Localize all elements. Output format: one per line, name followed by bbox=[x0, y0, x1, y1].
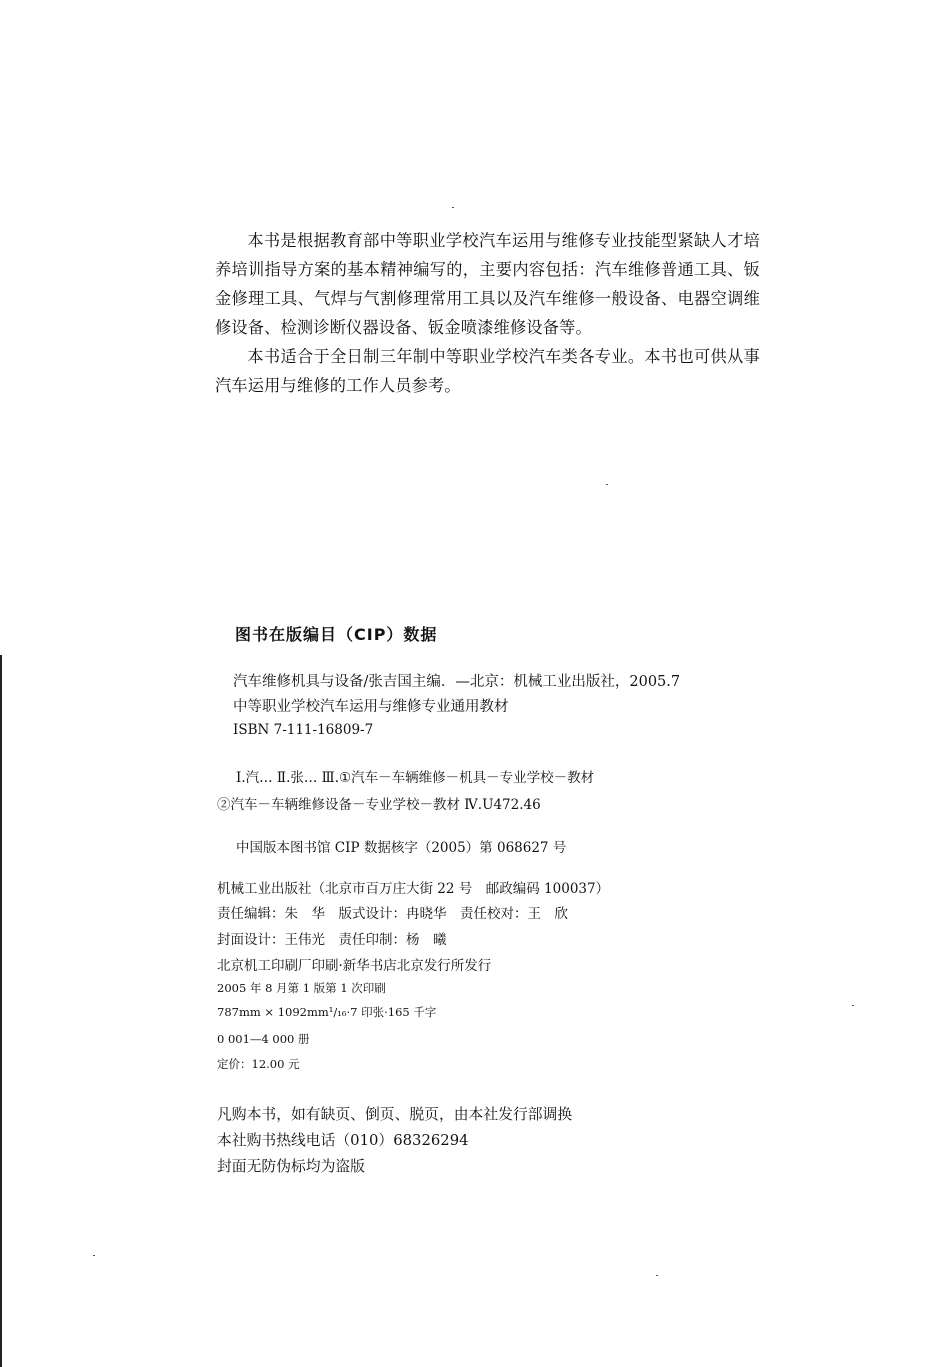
scan-speck bbox=[852, 1005, 854, 1006]
imprint-publisher: 机械工业出版社（北京市百万庄大街 22 号 邮政编码 100037） bbox=[217, 881, 610, 897]
scan-left-edge bbox=[0, 655, 2, 1367]
book-summary bbox=[215, 226, 760, 400]
summary-paragraph-audience: 本书适合于全日制三年制中等职业学校汽车类各专业。本书也可供从事汽车运用与维修的工作人员参考。 bbox=[215, 347, 760, 395]
imprint-printing: 北京机工印刷厂印刷·新华书店北京发行所发行 bbox=[217, 958, 492, 974]
summary-paragraph-content: 本书是根据教育部中等职业学校汽车运用与维修专业技能型紧缺人才培养培训指导方案的基本精神编写的，主要内容包括：汽车维修普通工具、钣金修理工具、气焊与气割修理常用工具以及汽车维修一般设备、电器空调维修设备、检测诊断仪器设备、钣金喷漆维修设备等。 bbox=[215, 231, 760, 337]
imprint-cover-design: 封面设计：王伟光 责任印制：杨 曦 bbox=[217, 932, 447, 948]
scan-speck bbox=[452, 207, 454, 208]
imprint-edition: 2005 年 8 月第 1 版第 1 次印刷 bbox=[217, 981, 386, 995]
scan-speck bbox=[93, 1255, 95, 1256]
notice-replacement: 凡购本书，如有缺页、倒页、脱页，由本社发行部调换 bbox=[217, 1106, 573, 1123]
imprint-editors: 责任编辑：朱 华 版式设计：冉晓华 责任校对：王 欣 bbox=[217, 906, 568, 922]
imprint-format: 787mm × 1092mm¹/₁₆·7 印张·165 千字 bbox=[217, 1005, 437, 1019]
cip-isbn-line: ISBN 7-111-16809-7 bbox=[233, 722, 374, 738]
cip-title-line: 汽车维修机具与设备/张吉国主编．—北京：机械工业出版社，2005.7 bbox=[233, 674, 681, 690]
cip-series-line: 中等职业学校汽车运用与维修专业通用教材 bbox=[233, 699, 509, 715]
cip-library-record: 中国版本图书馆 CIP 数据核字（2005）第 068627 号 bbox=[236, 840, 567, 856]
scan-speck bbox=[656, 1275, 658, 1276]
imprint-price: 定价：12.00 元 bbox=[217, 1057, 300, 1071]
cip-subjects-line-2: ②汽车－车辆维修设备－专业学校－教材 Ⅳ.U472.46 bbox=[217, 797, 541, 813]
notice-hotline: 本社购书热线电话（010）68326294 bbox=[217, 1132, 469, 1149]
scan-speck bbox=[606, 484, 608, 485]
cip-subjects-line-1: Ⅰ.汽… Ⅱ.张… Ⅲ.①汽车－车辆维修－机具－专业学校－教材 bbox=[236, 770, 595, 786]
imprint-copies: 0 001—4 000 册 bbox=[217, 1032, 310, 1046]
cip-heading: 图书在版编目（CIP）数据 bbox=[235, 625, 438, 644]
notice-anti-piracy: 封面无防伪标均为盗版 bbox=[217, 1158, 365, 1175]
